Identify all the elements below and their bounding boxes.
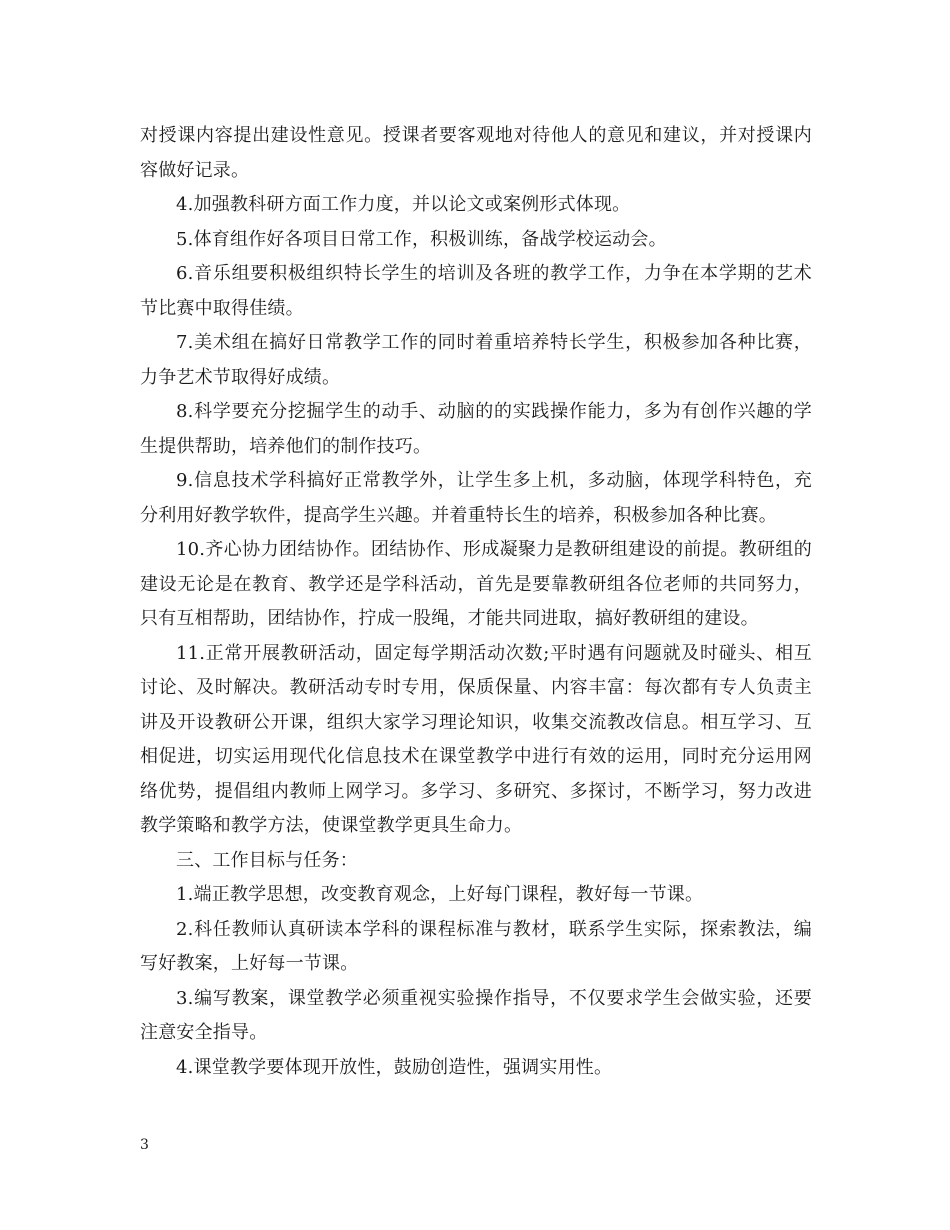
paragraph-item-8-science: 8.科学要充分挖掘学生的动手、动脑的的实践操作能力，多为有创作兴趣的学生提供帮助，培养他们的制作技巧。 — [140, 401, 812, 457]
paragraph-goal-1: 1.端正教学思想，改变教育观念，上好每门课程，教好每一节课。 — [176, 884, 704, 905]
paragraph-item-4-research: 4.加强教科研方面工作力度，并以论文或案例形式体现。 — [176, 194, 631, 215]
paragraph-goal-3: 3.编写教案，课堂教学必须重视实验操作指导，不仅要求学生会做实验，还要注意安全指导。 — [140, 987, 812, 1043]
section-heading-goals: 三、工作目标与任务： — [176, 849, 358, 871]
paragraph-item-9-it: 9.信息技术学科搞好正常教学外，让学生多上机，多动脑，体现学科特色，充分利用好教学软件，提高学生兴趣。并着重特长生的培养，积极参加各种比赛。 — [140, 470, 812, 526]
paragraph-goal-4: 4.课堂教学要体现开放性，鼓励创造性，强调实用性。 — [176, 1056, 613, 1078]
document-body — [140, 119, 812, 1085]
paragraph-item-7-art: 7.美术组在搞好日常教学工作的同时着重培养特长学生，积极参加各种比赛，力争艺术节取得好成绩。 — [140, 332, 812, 388]
paragraph-continuation: 对授课内容提出建设性意见。授课者要客观地对待他人的意见和建议，并对授课内容做好记录。 — [140, 125, 812, 181]
paragraph-goal-2: 2.科任教师认真研读本学科的课程标准与教材，联系学生实际，探索教法，编写好教案，上好每一节课。 — [140, 918, 812, 974]
paragraph-item-10-teamwork: 10.齐心协力团结协作。团结协作、形成凝聚力是教研组建设的前提。教研组的建设无论是在教育、教学还是学科活动，首先是要靠教研组各位老师的共同努力，只有互相帮助，团结协作，拧成一股绳，才能共同进取，搞好教研组的建设。 — [140, 539, 812, 629]
paragraph-item-11-activities: 11.正常开展教研活动，固定每学期活动次数;平时遇有问题就及时碰头、相互讨论、及时解决。教研活动专时专用，保质保量、内容丰富：每次都有专人负责主讲及开设教研公开课，组织大家学习理论知识，收集交流教改信息。相互学习、互相促进，切实运用现代化信息技术在课堂教学中进行有效的运用，同时充分运用网络优势，提倡组内教师上网学习。多学习、多研究、多探讨，不断学习，努力改进教学策略和教学方法，使课堂教学更具生命力。 — [140, 642, 812, 836]
paragraph-item-6-music: 6.音乐组要积极组织特长学生的培训及各班的教学工作，力争在本学期的艺术节比赛中取得佳绩。 — [140, 263, 812, 319]
page-number: 3 — [140, 1137, 149, 1153]
paragraph-item-5-sports: 5.体育组作好各项目日常工作，积极训练，备战学校运动会。 — [176, 228, 667, 250]
